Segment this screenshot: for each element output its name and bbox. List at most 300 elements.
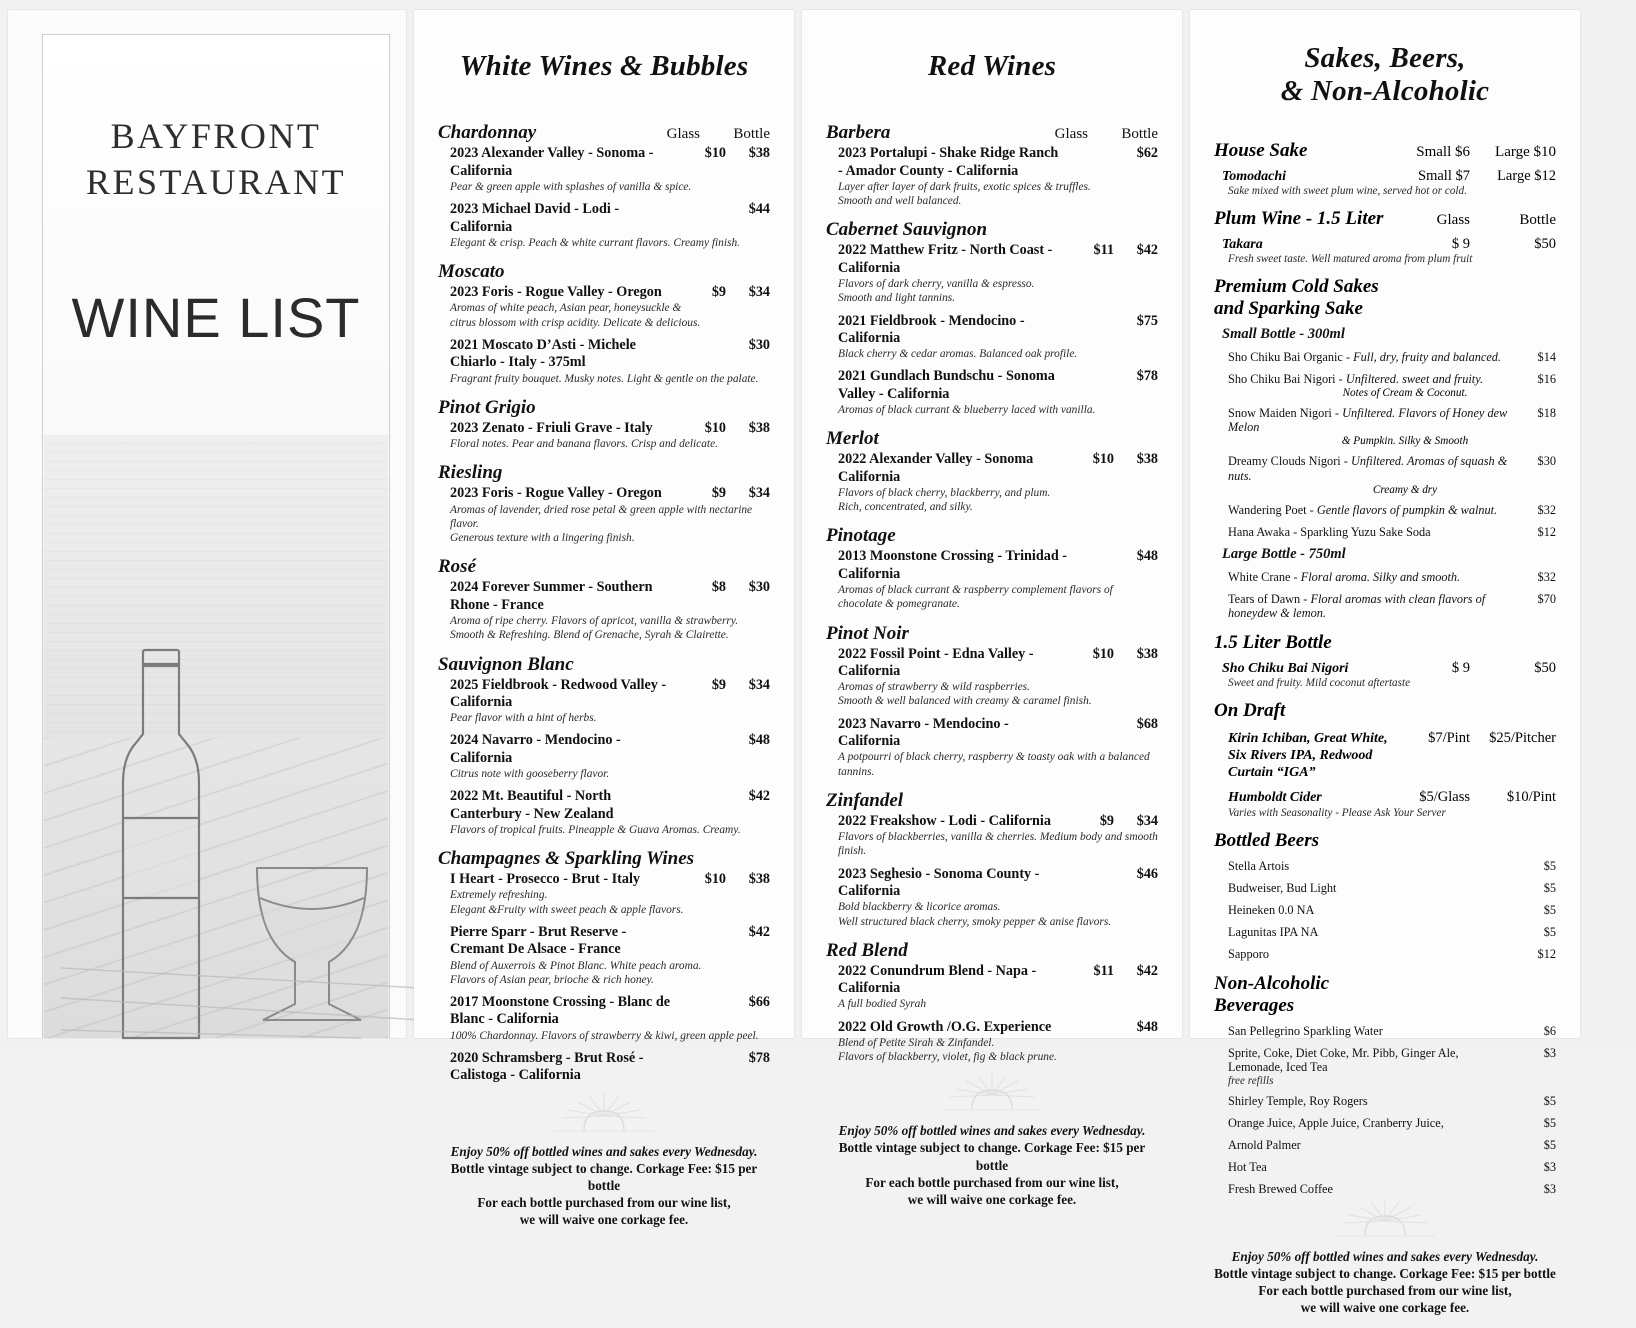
item-name: Heineken 0.0 NA — [1228, 902, 1315, 917]
item-price: $5 — [1543, 880, 1556, 895]
wine-description: Generous texture with a lingering finish. — [450, 532, 635, 545]
wine-category-name: Barbera — [826, 122, 891, 144]
wine-entry — [826, 548, 1158, 611]
item-name: Sho Chiku Bai Nigori - Unfiltered. sweet and fruity. — [1228, 371, 1484, 386]
wine-entry-line — [826, 313, 1158, 348]
wine-entry — [438, 732, 770, 781]
item-description-continued: Notes of Cream & Coconut. — [1342, 386, 1468, 399]
wine-bottle-price: $34 — [748, 284, 770, 301]
heading-price-1: Glass — [1436, 211, 1470, 228]
beverage-row — [1214, 1116, 1556, 1131]
item-name: Sho Chiku Bai Organic - Full, dry, fruity and balanced. — [1228, 349, 1502, 364]
wine-entry — [438, 924, 770, 987]
wine-description: Smooth and well balanced. — [838, 195, 962, 208]
wine-entry-line — [438, 788, 770, 823]
wine-glass-price: $10 — [704, 419, 726, 436]
wine-entry — [438, 788, 770, 837]
wine-description: Blend of Petite Sirah & Zinfandel. — [838, 1036, 995, 1049]
heading-label: Non-Alcoholic Beverages — [1214, 972, 1330, 1016]
wine-name: 2022 Conundrum Blend - Napa - California — [838, 962, 1037, 997]
red-wines-title: Red Wines — [927, 50, 1057, 82]
wine-bottle-price: $62 — [1136, 145, 1158, 162]
cover-panel — [8, 10, 406, 1038]
wine-bottle-price: $34 — [748, 485, 770, 502]
beverage-row — [1214, 1160, 1556, 1175]
wine-category-name: Merlot — [826, 428, 879, 450]
white-footer — [438, 1092, 770, 1241]
beer-row — [1214, 925, 1556, 940]
sub-item-price-1: $ 9 — [1451, 235, 1470, 252]
wine-description: Citrus note with gooseberry flavor. — [450, 768, 610, 781]
heading-label: Bottled Beers — [1214, 829, 1320, 851]
cover-frame — [42, 34, 390, 1038]
wine-entry-line — [826, 368, 1158, 403]
footer-line-3: For each bottle purchased from our wine list, — [1258, 1283, 1512, 1299]
wine-category — [438, 462, 770, 484]
footer-promo-line: Enjoy 50% off bottled wines and sakes every Wednesday. — [1231, 1249, 1539, 1264]
wine-category — [826, 623, 1158, 645]
wine-name: 2023 Foris - Rogue Valley - Oregon — [450, 485, 662, 502]
item-name: Sapporo — [1228, 946, 1269, 961]
item-name: Sprite, Coke, Diet Coke, Mr. Pibb, Ginger Ale, Lemonade, Iced Tea — [1228, 1045, 1459, 1075]
footer-promo-line: Enjoy 50% off bottled wines and sakes every Wednesday. — [838, 1123, 1146, 1139]
wine-name: 2022 Freakshow - Lodi - California — [838, 812, 1051, 829]
wine-glass-price: $11 — [1093, 242, 1114, 259]
footer-line-4: we will waive one corkage fee. — [1300, 1300, 1470, 1316]
heading-label: On Draft — [1214, 700, 1286, 722]
item-name: Fresh Brewed Coffee — [1228, 1182, 1333, 1196]
wine-description: Blend of Auxerrois & Pinot Blanc. White peach aroma. — [450, 959, 702, 972]
wine-entry-line — [438, 579, 770, 614]
heading-label: Premium Cold Sakes and Sparking Sake — [1214, 275, 1379, 319]
wine-entry-line — [438, 284, 770, 301]
wine-entry-line — [438, 485, 770, 502]
price-column-headers — [656, 126, 770, 143]
item-name: White Crane - Floral aroma. Silky and smooth. — [1228, 569, 1461, 584]
wine-entry — [826, 866, 1158, 929]
premium-sakes-heading — [1214, 276, 1556, 320]
wine-description: 100% Chardonnay. Flavors of strawberry & kiwi, green apple peel. — [450, 1029, 759, 1042]
draft-item-name: Kirin Ichiban, Great White, Six Rivers IPA, Redwood Curtain “IGA” — [1228, 731, 1388, 781]
wine-category-name: Cabernet Sauvignon — [826, 219, 988, 241]
wine-glass-price: $10 — [704, 871, 726, 888]
glass-header: Glass — [1054, 126, 1088, 143]
draft-price-1: $7/Pint — [1428, 730, 1470, 747]
glass-header: Glass — [666, 126, 700, 143]
tomodachi-row — [1214, 168, 1556, 185]
wine-description: Elegant &Fruity with sweet peach & apple flavors. — [450, 903, 684, 916]
wine-name: 2023 Seghesio - Sonoma County - California — [838, 865, 1040, 899]
cover-title: WINE LIST — [71, 286, 361, 349]
item-description-continued: & Pumpkin. Silky & Smooth — [1341, 435, 1469, 448]
wine-entry — [826, 963, 1158, 1012]
wine-glass-price: $10 — [1092, 645, 1114, 662]
wine-name: 2022 Old Growth /O.G. Experience — [838, 1018, 1052, 1035]
wine-entry — [438, 994, 770, 1043]
wine-entry-line — [438, 677, 770, 712]
sub-item-price-2: Large $12 — [1497, 167, 1556, 184]
item-name: Dreamy Clouds Nigori - Unfiltered. Aromas of squash & nuts. — [1228, 454, 1508, 483]
wine-bottle-price: $38 — [1136, 451, 1158, 468]
wine-entry-line — [826, 451, 1158, 486]
bottled-beers-heading — [1214, 830, 1556, 852]
item-description: Varies with Seasonality - Please Ask Your Server — [1228, 806, 1446, 819]
draft-price-1: $5/Glass — [1419, 789, 1470, 806]
item-price: $5 — [1543, 924, 1556, 939]
wine-description: Flavors of Asian pear, brioche & rich honey. — [450, 973, 654, 986]
wine-name: 2021 Gundlach Bundschu - Sonoma Valley - California — [838, 368, 1055, 402]
wine-description: A full bodied Syrah — [838, 998, 927, 1011]
wine-category — [826, 525, 1158, 547]
wine-entry-line — [826, 242, 1158, 277]
sub-item-price-1: Small $7 — [1418, 167, 1470, 184]
wine-category — [826, 940, 1158, 962]
wine-entry-line — [438, 1050, 770, 1085]
liter-bottle-heading — [1214, 632, 1556, 654]
wine-entry — [826, 242, 1158, 305]
wine-description: Smooth & well balanced with creamy & caramel finish. — [838, 695, 1092, 708]
item-price: $3 — [1543, 1182, 1556, 1196]
wine-bottle-price: $68 — [1136, 715, 1158, 732]
red-footer — [826, 1071, 1158, 1220]
wine-name: 2023 Zenato - Friuli Grave - Italy — [450, 419, 653, 436]
item-name: Stella Artois — [1228, 858, 1290, 873]
beverage-row — [1214, 1182, 1556, 1197]
footer-corkage-line: Bottle vintage subject to change. Corkage Fee: $15 per bottle — [450, 1160, 758, 1193]
draft-item-row — [1214, 789, 1556, 806]
wine-description: citrus blossom with crisp acidity. Delicate & delicious. — [450, 316, 701, 329]
wine-name: 2024 Forever Summer - Southern Rhone - France — [450, 579, 653, 613]
sakes-title-line-1: Sakes, Beers, — [1304, 42, 1466, 74]
wine-entry — [826, 646, 1158, 709]
wine-entry-line — [438, 420, 770, 437]
item-description: Sweet and fruity. Mild coconut aftertaste — [1228, 677, 1411, 690]
wine-description: Black cherry & cedar aromas. Balanced oak profile. — [838, 348, 1078, 361]
wine-glass-price: $10 — [1092, 451, 1114, 468]
takara-row — [1214, 236, 1556, 253]
wine-entry — [438, 1050, 770, 1085]
wine-entry-line — [826, 1019, 1158, 1036]
item-price: $5 — [1543, 902, 1556, 917]
wine-name: 2024 Navarro - Mendocino - California — [450, 732, 621, 766]
item-name: Orange Juice, Apple Juice, Cranberry Juice, — [1228, 1116, 1444, 1130]
wine-category-name: Chardonnay — [438, 122, 537, 144]
wine-name: 2023 Navarro - Mendocino - California — [838, 715, 1009, 750]
wine-bottle-price: $48 — [748, 732, 770, 749]
wine-description: chocolate & pomegranate. — [838, 598, 960, 611]
wine-bottle-price: $42 — [748, 923, 770, 940]
wine-entry — [438, 677, 770, 726]
wine-entry — [826, 313, 1158, 362]
wine-name: 2025 Fieldbrook - Redwood Valley - California — [450, 676, 667, 710]
wine-description: Bold blackberry & licorice aromas. — [838, 901, 1001, 914]
wine-name: Pierre Sparr - Brut Reserve - Cremant De Alsace - France — [450, 923, 627, 958]
footer-line-3: For each bottle purchased from our wine list, — [865, 1174, 1119, 1190]
sake-bottle-row — [1214, 592, 1556, 622]
wine-entry-line — [826, 716, 1158, 751]
footer-line-4: we will waive one corkage fee. — [907, 1191, 1077, 1207]
wine-description: Aromas of strawberry & wild raspberries. — [838, 681, 1030, 694]
wine-name: 2021 Fieldbrook - Mendocino - California — [838, 312, 1025, 346]
sakes-body — [1214, 129, 1556, 1197]
item-description-continued: Creamy & dry — [1372, 483, 1438, 496]
wine-bottle-price: $34 — [1136, 812, 1158, 829]
wine-bottle-price: $78 — [748, 1049, 770, 1066]
wine-entry — [826, 451, 1158, 514]
wine-bottle-price: $48 — [1136, 1018, 1158, 1035]
wine-category-name: Moscato — [438, 261, 505, 283]
wine-entry-line — [826, 963, 1158, 998]
item-name: Snow Maiden Nigori - Unfiltered. Flavors of Honey dew Melon — [1228, 405, 1508, 435]
wine-name: 2020 Schramsberg - Brut Rosé - Calistoga - California — [450, 1049, 644, 1084]
draft-item-name: Humboldt Cider — [1228, 790, 1322, 806]
wine-description: Flavors of dark cherry, vanilla & espresso. — [838, 278, 1035, 291]
wine-name: I Heart - Prosecco - Brut - Italy — [450, 871, 641, 888]
footer-promo-line: Enjoy 50% off bottled wines and sakes every Wednesday. — [450, 1143, 758, 1159]
item-name: Shirley Temple, Roy Rogers — [1228, 1094, 1368, 1108]
wine-entry-line — [826, 145, 1158, 180]
wine-glass-price: $10 — [704, 145, 726, 162]
wine-glass-price: $9 — [711, 284, 726, 301]
wine-entry — [826, 145, 1158, 208]
sake-bottle-row — [1214, 372, 1556, 387]
wine-category — [826, 219, 1158, 241]
white-wines-body — [438, 111, 770, 1091]
item-price: $3 — [1543, 1160, 1556, 1174]
beer-row — [1214, 903, 1556, 918]
sake-bottle-row — [1214, 350, 1556, 365]
wine-bottle-price: $30 — [748, 579, 770, 596]
heading-price-2: Bottle — [1519, 211, 1556, 228]
heading-label: 1.5 Liter Bottle — [1214, 632, 1332, 654]
wine-bottle-price: $38 — [748, 419, 770, 436]
wine-entry-line — [438, 871, 770, 888]
item-name: Hot Tea — [1228, 1160, 1267, 1174]
wine-bottle-price: $42 — [1136, 242, 1158, 259]
wine-category-name: Pinotage — [826, 525, 896, 547]
wine-entry — [438, 145, 770, 194]
wine-bottle-price: $66 — [748, 994, 770, 1011]
bottle-header: Bottle — [1121, 126, 1158, 143]
wine-entry — [438, 337, 770, 386]
wine-glass-price: $9 — [711, 676, 726, 693]
wine-entry — [826, 813, 1158, 859]
wine-name: 2022 Mt. Beautiful - North Canterbury - New Zealand — [450, 788, 614, 822]
wine-description: Smooth and light tannins. — [838, 292, 956, 305]
wine-category-name: Champagnes & Sparkling Wines — [438, 848, 695, 870]
wine-entry — [438, 485, 770, 545]
wine-description: Aromas of white peach, Asian pear, honeysuckle & — [450, 302, 682, 315]
item-name: Lagunitas IPA NA — [1228, 924, 1319, 939]
item-price: $5 — [1543, 1094, 1556, 1108]
wine-bottle-price: $42 — [1136, 962, 1158, 979]
wine-description: Layer after layer of dark fruits, exotic spices & truffles. — [838, 180, 1091, 193]
item-price: $5 — [1543, 1138, 1556, 1152]
restaurant-logo — [43, 113, 389, 205]
wine-category — [826, 428, 1158, 450]
sub-item-name: Takara — [1222, 236, 1263, 252]
wine-entry-line — [438, 732, 770, 767]
wine-description: Aromas of black currant & raspberry complement flavors of — [838, 584, 1113, 597]
heading-price-2: Large $10 — [1495, 143, 1556, 160]
sakes-title-line-2: & Non-Alcoholic — [1280, 75, 1490, 108]
draft-price-2: $10/Pint — [1506, 789, 1556, 806]
beverage-row — [1214, 1094, 1556, 1109]
wine-name: 2023 Foris - Rogue Valley - Oregon — [450, 284, 662, 301]
sub-item-price-1: $ 9 — [1451, 660, 1470, 677]
wine-category — [438, 556, 770, 578]
wine-glass-price: $9 — [1099, 812, 1114, 829]
sunburst-icon — [932, 1071, 1052, 1117]
footer-line-3: For each bottle purchased from our wine list, — [477, 1194, 731, 1210]
wine-entry-line — [438, 994, 770, 1029]
sake-bottle-row — [1214, 525, 1556, 540]
red-wines-body — [826, 111, 1158, 1071]
beverage-row — [1214, 1024, 1556, 1039]
wine-description: Aromas of black currant & blueberry laced with vanilla. — [838, 404, 1096, 417]
wine-description: Aromas of lavender, dried rose petal & green apple with nectarine flavor. — [450, 503, 753, 530]
wine-category-name: Riesling — [438, 462, 503, 484]
item-description: Fresh sweet taste. Well matured aroma from plum fruit — [1228, 252, 1473, 265]
sake-bottle-row — [1214, 406, 1556, 436]
wine-description: Flavors of black cherry, blackberry, and plum. — [838, 486, 1051, 499]
wine-description: Aroma of ripe cherry. Flavors of apricot, vanilla & strawberry. — [450, 615, 739, 628]
liter-bottle-row — [1214, 660, 1556, 677]
item-description: Sake mixed with sweet plum wine, served hot or cold. — [1228, 184, 1467, 197]
draft-price-2: $25/Pitcher — [1489, 730, 1556, 747]
draft-item-row — [1214, 730, 1556, 781]
sub-item-name: Tomodachi — [1222, 168, 1287, 184]
item-price: $12 — [1537, 524, 1556, 539]
item-name: Hana Awaka - Sparkling Yuzu Sake Soda — [1228, 524, 1431, 539]
wine-description: Pear flavor with a hint of herbs. — [450, 712, 597, 725]
sub-item-price-2: $50 — [1534, 235, 1556, 252]
wine-entry-line — [438, 337, 770, 372]
wine-glass-price: $8 — [711, 579, 726, 596]
wine-name: 2023 Portalupi - Shake Ridge Ranch - Amador County - California — [838, 145, 1059, 179]
white-wines-title: White Wines & Bubbles — [459, 50, 749, 82]
wine-category — [438, 654, 770, 676]
wine-category-name: Sauvignon Blanc — [438, 653, 574, 675]
item-price: $6 — [1543, 1023, 1556, 1038]
beverage-row — [1214, 1046, 1556, 1076]
wine-entry — [438, 420, 770, 452]
item-description: free refills — [1228, 1075, 1274, 1087]
beer-row — [1214, 881, 1556, 896]
wine-name: 2022 Matthew Fritz - North Coast - California — [838, 242, 1053, 276]
wine-entry — [826, 368, 1158, 417]
wine-bottle-price: $46 — [1136, 865, 1158, 882]
wine-entry-line — [438, 145, 770, 180]
item-price: $18 — [1537, 405, 1556, 420]
wine-bottle-price: $38 — [748, 871, 770, 888]
beer-row — [1214, 859, 1556, 874]
heading-price-1: Small $6 — [1416, 143, 1470, 160]
wine-description: Rich, concentrated, and silky. — [838, 501, 973, 514]
wine-entry — [438, 579, 770, 642]
wine-category-name: Rosé — [438, 556, 476, 578]
wine-entry — [438, 201, 770, 250]
on-draft-heading — [1214, 700, 1556, 722]
wine-description: Pear & green apple with splashes of vanilla & spice. — [450, 180, 692, 193]
wine-entry — [826, 716, 1158, 779]
wine-description: Fragrant fruity bouquet. Musky notes. Light & gentle on the palate. — [450, 372, 759, 385]
item-price: $3 — [1543, 1045, 1556, 1060]
wine-name: 2017 Moonstone Crossing - Blanc de Blanc - California — [450, 994, 671, 1028]
plum-wine-heading — [1214, 208, 1556, 230]
red-wines-panel — [802, 10, 1182, 1207]
sake-bottle-row — [1214, 454, 1556, 484]
wine-name: 2021 Moscato D’Asti - Michele Chiarlo - Italy - 375ml — [450, 336, 636, 371]
wine-entry-line — [826, 866, 1158, 901]
wine-bottle-price: $34 — [748, 676, 770, 693]
wine-category-name: Pinot Grigio — [438, 396, 536, 418]
wine-description: Flavors of tropical fruits. Pineapple & Guava Aromas. Creamy. — [450, 823, 741, 836]
item-name: Tears of Dawn - Floral aromas with clean flavors of honeydew & lemon. — [1228, 591, 1486, 621]
bottle-header: Bottle — [733, 126, 770, 143]
wine-category-name: Pinot Noir — [826, 622, 909, 644]
sakes-panel-title — [1214, 42, 1556, 109]
wine-category — [826, 790, 1158, 812]
sub-item-price-2: $50 — [1534, 660, 1556, 677]
footer-corkage-line: Bottle vintage subject to change. Corkage Fee: $15 per bottle — [1214, 1266, 1556, 1281]
wine-bottle-price: $42 — [748, 788, 770, 805]
wine-name: 2022 Fossil Point - Edna Valley - California — [838, 645, 1034, 679]
wine-category — [438, 122, 770, 144]
sunburst-icon — [544, 1092, 664, 1138]
wine-bottle-price: $44 — [748, 201, 770, 218]
wine-category-name: Red Blend — [826, 939, 908, 961]
wine-glass-price: $11 — [1093, 962, 1114, 979]
wine-name: 2013 Moonstone Crossing - Trinidad - California — [838, 548, 1068, 582]
wine-bottle-price: $38 — [1136, 645, 1158, 662]
wine-entry — [438, 284, 770, 330]
wine-description: Smooth & Refreshing. Blend of Grenache, Syrah & Clairette. — [450, 629, 729, 642]
item-price: $5 — [1543, 1116, 1556, 1130]
price-column-headers — [1044, 126, 1158, 143]
wine-glass-price: $9 — [711, 485, 726, 502]
wine-entry-line — [826, 646, 1158, 681]
item-name: San Pellegrino Sparkling Water — [1228, 1023, 1383, 1038]
wine-entry-line — [438, 924, 770, 959]
wine-entry — [438, 871, 770, 917]
wine-name: 2022 Alexander Valley - Sonoma California — [838, 451, 1034, 485]
footer-line-4: we will waive one corkage fee. — [519, 1212, 689, 1228]
wine-description: Floral notes. Pear and banana flavors. Crisp and delicate. — [450, 438, 718, 451]
wine-bottle-and-glass-illustration — [61, 568, 421, 1038]
wine-entry-line — [826, 813, 1158, 830]
wine-category — [826, 122, 1158, 144]
item-price: $12 — [1537, 946, 1556, 961]
non-alcoholic-heading — [1214, 973, 1556, 1017]
wine-description: A potpourri of black cherry, raspberry & toasty oak with a balanced tannins. — [838, 751, 1150, 778]
white-wines-panel — [414, 10, 794, 1228]
logo-line-1: BAYFRONT — [110, 116, 322, 156]
wine-name: 2023 Michael David - Lodi - California — [450, 201, 620, 235]
wine-description: Extremely refreshing. — [450, 889, 548, 902]
beer-row — [1214, 947, 1556, 962]
wine-entry — [826, 1019, 1158, 1065]
sake-bottle-row — [1214, 503, 1556, 518]
wine-bottle-price: $75 — [1136, 312, 1158, 329]
wine-category-name: Zinfandel — [826, 789, 904, 811]
sakes-beers-panel — [1190, 10, 1580, 1316]
wine-category — [438, 261, 770, 283]
wine-description: Flavors of blackberry, violet, fig & black prune. — [838, 1051, 1057, 1064]
wine-bottle-price: $30 — [748, 336, 770, 353]
wine-category — [438, 848, 770, 870]
item-price: $5 — [1543, 858, 1556, 873]
